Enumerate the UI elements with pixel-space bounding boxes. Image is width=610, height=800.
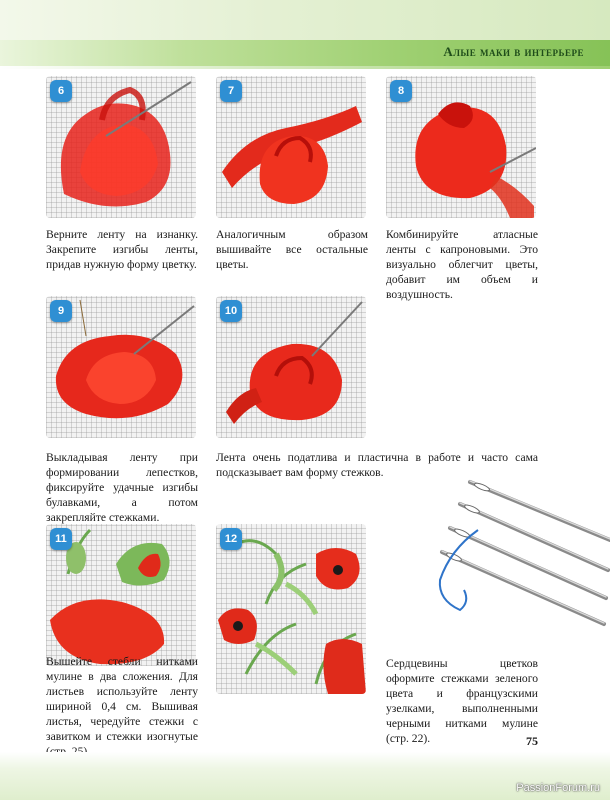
step-7-photo [216, 76, 366, 218]
title-underline [0, 66, 610, 69]
step-number-badge: 6 [50, 80, 72, 102]
watermark: PassionForum.ru [516, 782, 600, 794]
step-9-photo [46, 296, 196, 438]
step-number-badge: 8 [390, 80, 412, 102]
step-11-photo [46, 524, 196, 666]
page-number: 75 [526, 734, 538, 748]
step-number-badge: 11 [50, 528, 72, 550]
section-title: Алые маки в интерьере [443, 44, 584, 59]
step-8-caption: Комбинируйте атласные ленты с капроновыми. Это визуально облегчит цветы, добавит им объем и воздушность. [386, 228, 538, 301]
step-12-caption: Сердцевины цветков оформите стежками зеленого цвета и французскими узелками, выполненными черными нитками мулине (стр. 22). [386, 657, 538, 745]
step-number-badge: 7 [220, 80, 242, 102]
top-decorative-band [0, 0, 610, 40]
step-10-photo [216, 296, 366, 438]
step-8-photo [386, 76, 536, 218]
step-7-caption: Аналогичным образом вышивайте все остальные цветы. [216, 228, 368, 271]
step-6-caption: Верните ленту на изнанку. Закрепите изгибы ленты, придав нужную форму цветку. [46, 228, 198, 271]
step-9-caption: Выкладывая ленту при формировании лепестков, фиксируйте удачные изгибы булавками, а потом закрепляйте стежками. [46, 451, 198, 524]
step-number-badge: 10 [220, 300, 242, 322]
step-10-caption: Лента очень податлива и пластична в работе и часто сама подсказывает вам форму стежков. [216, 451, 538, 479]
step-number-badge: 12 [220, 528, 242, 550]
poppy-embroidery-illustration [216, 524, 366, 694]
step-number-badge: 9 [50, 300, 72, 322]
step-11-caption: Вышейте стебли нитками мулине в два сложения. Для листьев используйте ленту шириной 0,4 см. Вышивая листья, чередуйте стежки с завитком и стежки изогнутые [46, 655, 198, 743]
needles-illustration [420, 470, 610, 630]
step-12-photo [216, 524, 366, 694]
step-6-photo [46, 76, 196, 218]
